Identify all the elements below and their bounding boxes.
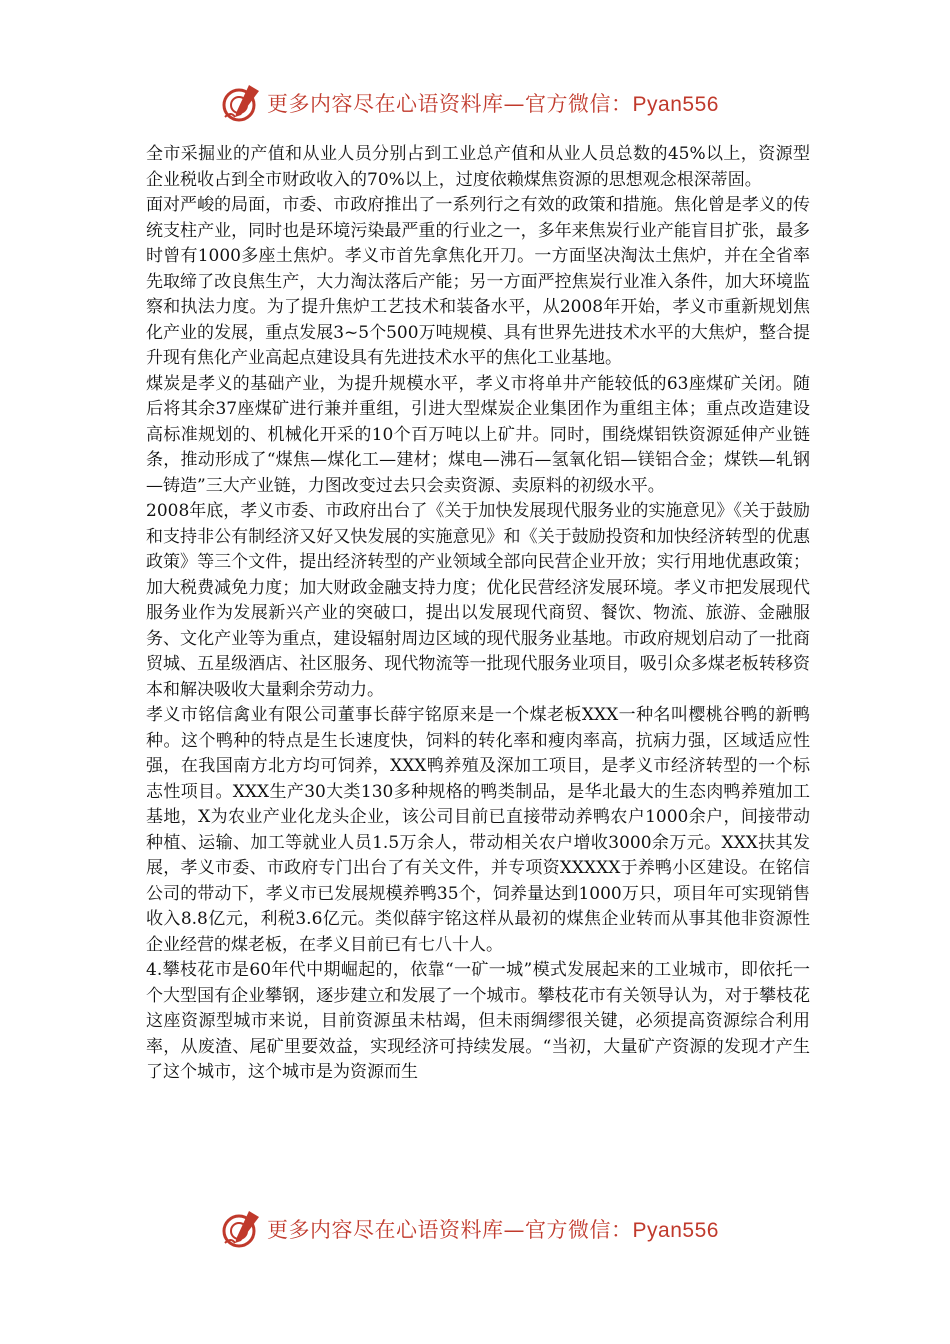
wechat-id: Pyan556 [632, 93, 719, 116]
pen-circle-logo-icon [219, 1207, 263, 1251]
banner-text [267, 88, 719, 118]
paragraph: 面对严峻的局面，市委、市政府推出了一系列行之有效的政策和措施。焦化曾是孝义的传统支柱产业，同时也是环境污染最严重的行业之一，多年来焦炭行业产能盲目扩张，最多时曾有1000多座土焦炉。孝义市首先拿焦化开刀。一方面坚决淘汰土焦炉，并在全省率先取缔了改良焦生产，大力淘汰落后产能；另一方面严控焦炭行业准入条件，加大环境监察和执法力度。为了提升焦炉工艺技术和装备水平，从2008年开始，孝义市重新规划焦化产业的发展，重点发展3~5个500万吨规模、具有世界先进技术水平的大焦炉，整合提升现有焦化产业高起点建设具有先进技术水平的焦化工业基地。 [146, 195, 810, 368]
header-banner [0, 80, 950, 126]
banner-label: 更多内容尽在心语资料库—官方微信： [267, 1218, 633, 1242]
banner-label: 更多内容尽在心语资料库—官方微信： [267, 92, 633, 116]
paragraph: 孝义市铭信禽业有限公司董事长薛宇铭原来是一个煤老板XXX一种名叫樱桃谷鸭的新鸭种。这个鸭种的特点是生长速度快，饲料的转化率和瘦肉率高，抗病力强，区域适应性强，在我国南方北方均可饲养，XXX鸭养殖及深加工项目，是孝义市经济转型的一个标志性项目。XXX生产30大类130多种规格的鸭类制品，是华北最大的生态肉鸭养殖加工基地，X为农业产业化龙头企业，该公司目前已直接带动养鸭农户1000余户，间接带动种植、运输、加工等就业人员1.5万余人，带动相关农户增收3000余万元。XXX扶其发展，孝义市委、市政府专门出台了有关文件，并专项资XXXXX于养鸭小区建设。在铭信公司的带动下，孝义市已发展规模养鸭35个，饲养量达到1000万只，项目年可实现销售收入8.8亿元，利税3.6亿元。类似薛宇铭这样从最初的煤焦企业转而从事其他非资源性企业经营的煤老板，在孝义目前已有七八十人。 [146, 705, 810, 955]
footer-banner [0, 1206, 950, 1252]
pen-circle-logo-icon [219, 81, 263, 125]
paragraph: 全市采掘业的产值和从业人员分别占到工业总产值和从业人员总数的45%以上，资源型企业税收占到全市财政收入的70%以上，过度依赖煤焦资源的思想观念根深蒂固。 [146, 144, 810, 190]
paragraph: 2008年底，孝义市委、市政府出台了《关于加快发展现代服务业的实施意见》《关于鼓励和支持非公有制经济又好又快发展的实施意见》和《关于鼓励投资和加快经济转型的优惠政策》等三个文件，提出经济转型的产业领域全部向民营企业开放；实行用地优惠政策；加大税费减免力度；加大财政金融支持力度；优化民营经济发展环境。孝义市把发展现代服务业作为发展新兴产业的突破口，提出以发展现代商贸、餐饮、物流、旅游、金融服务、文化产业等为重点，建设辐射周边区域的现代服务业基地。市政府规划启动了一批商贸城、五星级酒店、社区服务、现代物流等一批现代服务业项目，吸引众多煤老板转移资本和解决吸收大量剩余劳动力。 [146, 501, 810, 700]
document-body [146, 142, 810, 1086]
wechat-id: Pyan556 [632, 1219, 719, 1242]
paragraph: 煤炭是孝义的基础产业，为提升规模水平，孝义市将单井产能较低的63座煤矿关闭。随后将其余37座煤矿进行兼并重组，引进大型煤炭企业集团作为重组主体；重点改造建设高标准规划的、机械化开采的10个百万吨以上矿井。同时，围绕煤铝铁资源延伸产业链条，推动形成了“煤焦—煤化工—建材；煤电—沸石—氢氧化铝—镁铝合金；煤铁—轧钢—铸造”三大产业链，力图改变过去只会卖资源、卖原料的初级水平。 [146, 373, 810, 496]
paragraph: 4.攀枝花市是60年代中期崛起的，依靠“一矿一城”模式发展起来的工业城市，即依托一个大型国有企业攀钢，逐步建立和发展了一个城市。攀枝花市有关领导认为，对于攀枝花这座资源型城市来说，目前资源虽未枯竭，但未雨绸缪很关键，必须提高资源综合利用率，从废渣、尾矿里要效益，实现经济可持续发展。“当初，大量矿产资源的发现才产生了这个城市，这个城市是为资源而生 [146, 960, 810, 1082]
banner-text [267, 1214, 719, 1244]
